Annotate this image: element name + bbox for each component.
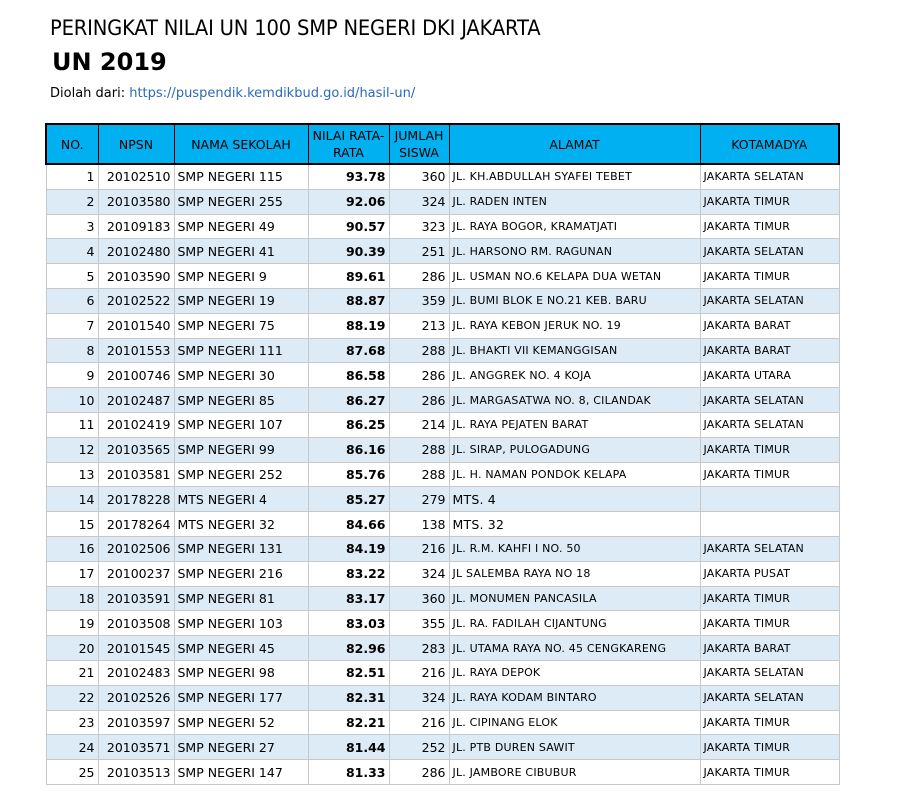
cell-no: 16 — [46, 536, 98, 561]
cell-nama: SMP NEGERI 111 — [174, 338, 308, 363]
cell-no: 23 — [46, 710, 98, 735]
table-row — [46, 735, 839, 760]
cell-alamat: JL SALEMBA RAYA NO 18 — [449, 561, 700, 586]
table-row — [46, 636, 839, 661]
cell-alamat: JL. R.M. KAHFI I NO. 50 — [449, 536, 700, 561]
cell-kota: JAKARTA TIMUR — [700, 735, 839, 760]
table-header-row — [46, 124, 839, 164]
table-row — [46, 239, 839, 264]
cell-npsn: 20103591 — [98, 586, 174, 611]
cell-alamat: JL. ANGGREK NO. 4 KOJA — [449, 363, 700, 388]
cell-kota: JAKARTA TIMUR — [700, 710, 839, 735]
col-header-jumlah — [389, 124, 449, 164]
cell-npsn: 20178228 — [98, 487, 174, 512]
table-row — [46, 437, 839, 462]
cell-alamat: JL. RADEN INTEN — [449, 189, 700, 214]
cell-siswa: 214 — [389, 412, 449, 437]
cell-kota: JAKARTA SELATAN — [700, 660, 839, 685]
cell-kota: JAKARTA SELATAN — [700, 164, 839, 189]
cell-siswa: 279 — [389, 487, 449, 512]
cell-siswa: 359 — [389, 288, 449, 313]
cell-nama: MTS NEGERI 4 — [174, 487, 308, 512]
cell-npsn: 20103597 — [98, 710, 174, 735]
cell-npsn: 20102487 — [98, 388, 174, 413]
cell-kota: JAKARTA PUSAT — [700, 561, 839, 586]
cell-npsn: 20103513 — [98, 760, 174, 785]
cell-nilai: 90.57 — [308, 214, 389, 239]
cell-siswa: 138 — [389, 512, 449, 537]
cell-siswa: 213 — [389, 313, 449, 338]
table-row — [46, 338, 839, 363]
cell-npsn: 20102506 — [98, 536, 174, 561]
cell-nilai: 93.78 — [308, 164, 389, 189]
cell-kota: JAKARTA SELATAN — [700, 388, 839, 413]
cell-siswa: 251 — [389, 239, 449, 264]
cell-npsn: 20103571 — [98, 735, 174, 760]
table-row — [46, 660, 839, 685]
cell-kota: JAKARTA SELATAN — [700, 239, 839, 264]
cell-alamat: JL. UTAMA RAYA NO. 45 CENGKARENG — [449, 636, 700, 661]
cell-npsn: 20178264 — [98, 512, 174, 537]
cell-alamat: MTS. 4 — [449, 487, 700, 512]
cell-nama: SMP NEGERI 49 — [174, 214, 308, 239]
cell-alamat: JL. SIRAP, PULOGADUNG — [449, 437, 700, 462]
cell-nama: SMP NEGERI 27 — [174, 735, 308, 760]
cell-nama: SMP NEGERI 85 — [174, 388, 308, 413]
cell-kota: JAKARTA SELATAN — [700, 412, 839, 437]
cell-nilai: 92.06 — [308, 189, 389, 214]
cell-no: 22 — [46, 685, 98, 710]
cell-no: 4 — [46, 239, 98, 264]
cell-nilai: 83.22 — [308, 561, 389, 586]
cell-kota — [700, 512, 839, 537]
cell-npsn: 20103580 — [98, 189, 174, 214]
table-row — [46, 487, 839, 512]
cell-nama: SMP NEGERI 131 — [174, 536, 308, 561]
cell-nama: SMP NEGERI 99 — [174, 437, 308, 462]
table-row — [46, 611, 839, 636]
cell-no: 5 — [46, 264, 98, 289]
cell-alamat: JL. RAYA DEPOK — [449, 660, 700, 685]
cell-no: 7 — [46, 313, 98, 338]
cell-no: 1 — [46, 164, 98, 189]
cell-npsn: 20100746 — [98, 363, 174, 388]
cell-no: 24 — [46, 735, 98, 760]
col-header-kota: KOTAMADYA — [700, 124, 839, 164]
cell-nama: SMP NEGERI 30 — [174, 363, 308, 388]
cell-no: 25 — [46, 760, 98, 785]
col-header-nilai-line1: NILAI RATA- — [312, 128, 385, 143]
cell-nama: SMP NEGERI 107 — [174, 412, 308, 437]
source-note — [50, 86, 415, 101]
col-header-no: NO. — [46, 124, 98, 164]
cell-siswa: 252 — [389, 735, 449, 760]
cell-alamat: JL. RAYA PEJATEN BARAT — [449, 412, 700, 437]
col-header-jumlah-line1: JUMLAH — [394, 128, 444, 143]
cell-npsn: 20103581 — [98, 462, 174, 487]
cell-kota: JAKARTA BARAT — [700, 313, 839, 338]
cell-siswa: 286 — [389, 760, 449, 785]
cell-nama: SMP NEGERI 98 — [174, 660, 308, 685]
cell-no: 3 — [46, 214, 98, 239]
table-row — [46, 388, 839, 413]
cell-npsn: 20103508 — [98, 611, 174, 636]
cell-nilai: 82.96 — [308, 636, 389, 661]
cell-nama: SMP NEGERI 41 — [174, 239, 308, 264]
cell-kota: JAKARTA TIMUR — [700, 214, 839, 239]
cell-npsn: 20102419 — [98, 412, 174, 437]
cell-no: 9 — [46, 363, 98, 388]
cell-siswa: 283 — [389, 636, 449, 661]
cell-kota: JAKARTA TIMUR — [700, 611, 839, 636]
table-row — [46, 536, 839, 561]
cell-no: 21 — [46, 660, 98, 685]
cell-npsn: 20102526 — [98, 685, 174, 710]
cell-npsn: 20101540 — [98, 313, 174, 338]
col-header-nama: NAMA SEKOLAH — [174, 124, 308, 164]
cell-nama: SMP NEGERI 147 — [174, 760, 308, 785]
cell-kota: JAKARTA TIMUR — [700, 437, 839, 462]
cell-no: 11 — [46, 412, 98, 437]
cell-no: 2 — [46, 189, 98, 214]
table-row — [46, 760, 839, 785]
cell-nama: SMP NEGERI 52 — [174, 710, 308, 735]
cell-nilai: 86.58 — [308, 363, 389, 388]
page-title: PERINGKAT NILAI UN 100 SMP NEGERI DKI JAKARTA — [50, 16, 541, 40]
ranking-table — [45, 123, 840, 785]
col-header-npsn: NPSN — [98, 124, 174, 164]
table-row — [46, 586, 839, 611]
cell-npsn: 20100237 — [98, 561, 174, 586]
cell-kota: JAKARTA SELATAN — [700, 536, 839, 561]
cell-nama: SMP NEGERI 81 — [174, 586, 308, 611]
cell-npsn: 20109183 — [98, 214, 174, 239]
cell-alamat: JL. RAYA KODAM BINTARO — [449, 685, 700, 710]
cell-nilai: 84.66 — [308, 512, 389, 537]
cell-nama: SMP NEGERI 115 — [174, 164, 308, 189]
cell-nama: SMP NEGERI 103 — [174, 611, 308, 636]
cell-kota: JAKARTA TIMUR — [700, 586, 839, 611]
cell-kota — [700, 487, 839, 512]
cell-kota: JAKARTA UTARA — [700, 363, 839, 388]
cell-no: 20 — [46, 636, 98, 661]
cell-nama: SMP NEGERI 255 — [174, 189, 308, 214]
cell-kota: JAKARTA TIMUR — [700, 760, 839, 785]
cell-nilai: 90.39 — [308, 239, 389, 264]
cell-alamat: JL. MONUMEN PANCASILA — [449, 586, 700, 611]
cell-kota: JAKARTA BARAT — [700, 338, 839, 363]
cell-no: 12 — [46, 437, 98, 462]
table-row — [46, 412, 839, 437]
table-row — [46, 288, 839, 313]
cell-alamat: JL. HARSONO RM. RAGUNAN — [449, 239, 700, 264]
table-row — [46, 710, 839, 735]
cell-alamat: JL. H. NAMAN PONDOK KELAPA — [449, 462, 700, 487]
cell-no: 17 — [46, 561, 98, 586]
cell-siswa: 288 — [389, 437, 449, 462]
table-row — [46, 313, 839, 338]
cell-nama: SMP NEGERI 216 — [174, 561, 308, 586]
cell-npsn: 20102510 — [98, 164, 174, 189]
cell-nilai: 84.19 — [308, 536, 389, 561]
cell-nilai: 82.51 — [308, 660, 389, 685]
col-header-jumlah-line2: SISWA — [399, 145, 439, 160]
cell-siswa: 324 — [389, 561, 449, 586]
cell-nilai: 82.21 — [308, 710, 389, 735]
cell-siswa: 286 — [389, 363, 449, 388]
cell-nama: SMP NEGERI 177 — [174, 685, 308, 710]
table-row — [46, 214, 839, 239]
cell-npsn: 20101553 — [98, 338, 174, 363]
cell-no: 6 — [46, 288, 98, 313]
cell-kota: JAKARTA TIMUR — [700, 264, 839, 289]
cell-alamat: JL. BUMI BLOK E NO.21 KEB. BARU — [449, 288, 700, 313]
cell-alamat: JL. USMAN NO.6 KELAPA DUA WETAN — [449, 264, 700, 289]
cell-nilai: 86.27 — [308, 388, 389, 413]
cell-siswa: 216 — [389, 660, 449, 685]
cell-nilai: 85.27 — [308, 487, 389, 512]
cell-alamat: MTS. 32 — [449, 512, 700, 537]
cell-nama: MTS NEGERI 32 — [174, 512, 308, 537]
cell-siswa: 324 — [389, 685, 449, 710]
cell-nama: SMP NEGERI 45 — [174, 636, 308, 661]
cell-siswa: 324 — [389, 189, 449, 214]
cell-no: 15 — [46, 512, 98, 537]
col-header-nilai — [308, 124, 389, 164]
cell-siswa: 216 — [389, 536, 449, 561]
cell-npsn: 20102522 — [98, 288, 174, 313]
cell-nama: SMP NEGERI 19 — [174, 288, 308, 313]
cell-alamat: JL. PTB DUREN SAWIT — [449, 735, 700, 760]
cell-no: 13 — [46, 462, 98, 487]
cell-no: 19 — [46, 611, 98, 636]
source-link[interactable]: https://puspendik.kemdikbud.go.id/hasil-un/ — [129, 86, 416, 101]
cell-siswa: 323 — [389, 214, 449, 239]
cell-nama: SMP NEGERI 75 — [174, 313, 308, 338]
table-row — [46, 685, 839, 710]
cell-nilai: 89.61 — [308, 264, 389, 289]
cell-nilai: 85.76 — [308, 462, 389, 487]
cell-alamat: JL. RAYA KEBON JERUK NO. 19 — [449, 313, 700, 338]
cell-nama: SMP NEGERI 252 — [174, 462, 308, 487]
cell-no: 18 — [46, 586, 98, 611]
cell-siswa: 286 — [389, 388, 449, 413]
cell-kota: JAKARTA TIMUR — [700, 189, 839, 214]
cell-siswa: 360 — [389, 164, 449, 189]
cell-npsn: 20103590 — [98, 264, 174, 289]
cell-nilai: 83.03 — [308, 611, 389, 636]
table-row — [46, 363, 839, 388]
cell-nilai: 88.19 — [308, 313, 389, 338]
table-row — [46, 561, 839, 586]
cell-npsn: 20102480 — [98, 239, 174, 264]
cell-nama: SMP NEGERI 9 — [174, 264, 308, 289]
col-header-alamat: ALAMAT — [449, 124, 700, 164]
cell-alamat: JL. RA. FADILAH CIJANTUNG — [449, 611, 700, 636]
page-subtitle: UN 2019 — [52, 48, 167, 76]
cell-siswa: 288 — [389, 462, 449, 487]
cell-nilai: 88.87 — [308, 288, 389, 313]
table-row — [46, 264, 839, 289]
col-header-nilai-line2: RATA — [333, 145, 364, 160]
cell-siswa: 286 — [389, 264, 449, 289]
cell-alamat: JL. CIPINANG ELOK — [449, 710, 700, 735]
cell-no: 14 — [46, 487, 98, 512]
cell-nilai: 81.44 — [308, 735, 389, 760]
cell-npsn: 20102483 — [98, 660, 174, 685]
cell-nilai: 86.16 — [308, 437, 389, 462]
cell-no: 10 — [46, 388, 98, 413]
cell-kota: JAKARTA BARAT — [700, 636, 839, 661]
cell-alamat: JL. JAMBORE CIBUBUR — [449, 760, 700, 785]
table-row — [46, 189, 839, 214]
table-row — [46, 512, 839, 537]
cell-nilai: 82.31 — [308, 685, 389, 710]
cell-nilai: 87.68 — [308, 338, 389, 363]
table-row — [46, 164, 839, 189]
cell-npsn: 20103565 — [98, 437, 174, 462]
cell-alamat: JL. KH.ABDULLAH SYAFEI TEBET — [449, 164, 700, 189]
cell-alamat: JL. BHAKTI VII KEMANGGISAN — [449, 338, 700, 363]
cell-nilai: 83.17 — [308, 586, 389, 611]
cell-siswa: 355 — [389, 611, 449, 636]
source-label: Diolah dari: — [50, 86, 130, 101]
cell-siswa: 288 — [389, 338, 449, 363]
cell-siswa: 360 — [389, 586, 449, 611]
cell-nilai: 81.33 — [308, 760, 389, 785]
cell-no: 8 — [46, 338, 98, 363]
cell-alamat: JL. RAYA BOGOR, KRAMATJATI — [449, 214, 700, 239]
cell-kota: JAKARTA SELATAN — [700, 288, 839, 313]
cell-kota: JAKARTA SELATAN — [700, 685, 839, 710]
cell-siswa: 216 — [389, 710, 449, 735]
table-row — [46, 462, 839, 487]
cell-alamat: JL. MARGASATWA NO. 8, CILANDAK — [449, 388, 700, 413]
cell-npsn: 20101545 — [98, 636, 174, 661]
cell-kota: JAKARTA TIMUR — [700, 462, 839, 487]
cell-nilai: 86.25 — [308, 412, 389, 437]
table-body — [46, 164, 839, 784]
